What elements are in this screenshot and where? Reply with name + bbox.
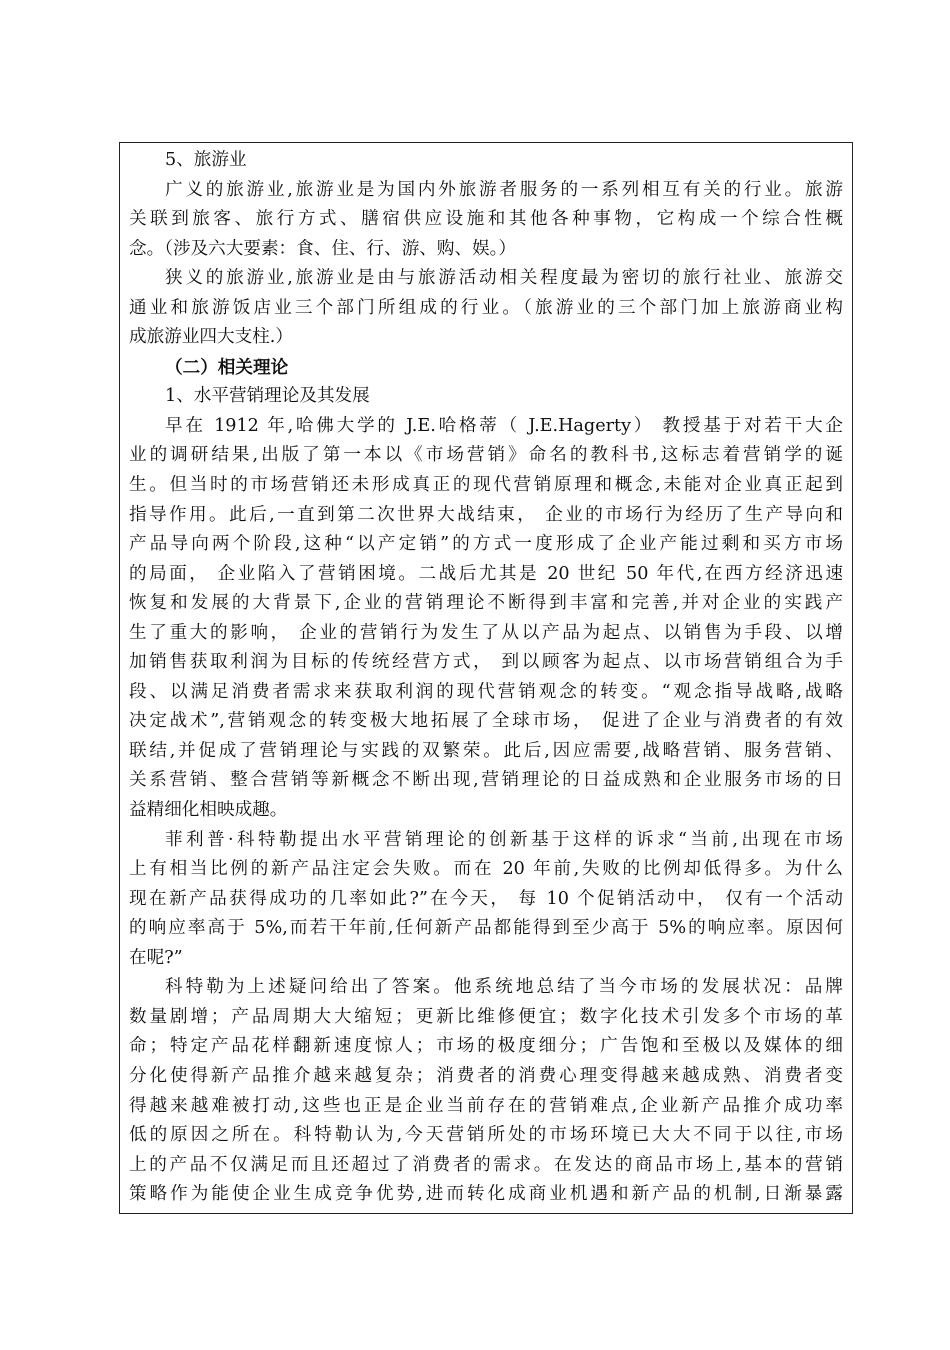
text-line: 恢复和发展的大背景下,企业的营销理论不断得到丰富和完善,并对企业的实践产 bbox=[129, 593, 843, 614]
text-line: 决定战术”,营销观念的转变极大地拓展了全球市场， 促进了企业与消费者的有效 bbox=[129, 711, 843, 732]
text-line: 段、以满足消费者需求来获取利润的现代营销观念的转变。“观念指导战略,战略 bbox=[129, 681, 843, 702]
text-line: 低的原因之所在。科特勒认为,今天营销所处的市场环境已大大不同于以往,市场 bbox=[129, 1125, 843, 1146]
text-line: 生。但当时的市场营销还未形成真正的现代营销原理和概念,未能对企业真正起到 bbox=[129, 475, 843, 496]
text-line: 科特勒为上述疑问给出了答案。他系统地总结了当今市场的发展状况：品牌 bbox=[165, 977, 843, 998]
text-line: 生了重大的影响， 企业的营销行为发生了从以产品为起点、以销售为手段、以增 bbox=[129, 622, 843, 643]
text-line: 产品导向两个阶段,这种“以产定销”的方式一度形成了企业产能过剩和买方市场 bbox=[129, 534, 843, 555]
text-line: 业的调研结果,出版了第一本以《市场营销》命名的教科书,这标志着营销学的诞 bbox=[129, 445, 843, 466]
document-body bbox=[129, 146, 843, 1210]
text-line: 得越来越难被打动,这些也正是企业当前存在的营销难点,企业新产品推介成功率 bbox=[129, 1095, 843, 1116]
text-line: 联结,并促成了营销理论与实践的双繁荣。此后,因应需要,战略营销、服务营销、 bbox=[129, 740, 843, 761]
text-line: 的局面， 企业陷入了营销困境。二战后尤其是 20 世纪 50 年代,在西方经济迅速 bbox=[129, 563, 843, 584]
text-line: 通业和旅游饭店业三个部门所组成的行业。（旅游业的三个部门加上旅游商业构 bbox=[129, 297, 843, 318]
text-line: 益精细化相映成趣。 bbox=[129, 800, 288, 821]
text-line: 菲利普·科特勒提出水平营销理论的创新基于这样的诉求“当前,出现在市场 bbox=[165, 829, 843, 850]
text-line: 狭义的旅游业,旅游业是由与旅游活动相关程度最为密切的旅行社业、旅游交 bbox=[165, 268, 843, 289]
text-line: 的响应率高于 5%,而若干年前,任何新产品都能得到至少高于 5%的响应率。原因何 bbox=[129, 918, 843, 939]
text-line: 5、旅游业 bbox=[165, 150, 247, 170]
text-line: 关联到旅客、旅行方式、膳宿供应设施和其他各种事物，它构成一个综合性概 bbox=[129, 209, 843, 230]
text-line: 成旅游业四大支柱.） bbox=[129, 327, 293, 348]
text-line: 现在新产品获得成功的几率如此?”在今天， 每 10 个促销活动中， 仅有一个活动 bbox=[129, 888, 843, 909]
text-line: 广义的旅游业,旅游业是为国内外旅游者服务的一系列相互有关的行业。旅游 bbox=[165, 179, 843, 200]
text-line: 数量剧增；产品周期大大缩短；更新比维修便宜；数字化技术引发多个市场的革 bbox=[129, 1006, 843, 1027]
text-line: 上有相当比例的新产品注定会失败。而在 20 年前,失败的比例却低得多。为什么 bbox=[129, 859, 843, 880]
text-line: 命；特定产品花样翻新速度惊人；市场的极度细分；广告饱和至极以及媒体的细 bbox=[129, 1036, 843, 1057]
text-line: 加销售获取利润为目标的传统经营方式， 到以顾客为起点、以市场营销组合为手 bbox=[129, 652, 843, 673]
text-line: 上的产品不仅满足而且还超过了消费者的需求。在发达的商品市场上,基本的营销 bbox=[129, 1154, 843, 1175]
text-line: 关系营销、整合营销等新概念不断出现,营销理论的日益成熟和企业服务市场的日 bbox=[129, 770, 843, 791]
text-line: 在呢?” bbox=[129, 947, 183, 968]
text-line: 指导作用。此后,一直到第二次世界大战结束， 企业的市场行为经历了生产导向和 bbox=[129, 504, 843, 525]
text-line: 早在 1912 年,哈佛大学的 J.E.哈格蒂（ J.E.Hagerty） 教授基于对若干大企 bbox=[165, 415, 843, 436]
text-line: 策略作为能使企业生成竞争优势,进而转化成商业机遇和新产品的机制,日渐暴露 bbox=[129, 1184, 843, 1205]
text-line: 分化使得新产品推介越来越复杂；消费者的消费心理变得越来越成熟、消费者变 bbox=[129, 1065, 843, 1086]
section-heading: （二）相关理论 bbox=[165, 356, 289, 378]
text-line: 1、水平营销理论及其发展 bbox=[165, 386, 370, 407]
text-line: 念。（涉及六大要素：食、住、行、游、购、娱。） bbox=[129, 238, 517, 259]
